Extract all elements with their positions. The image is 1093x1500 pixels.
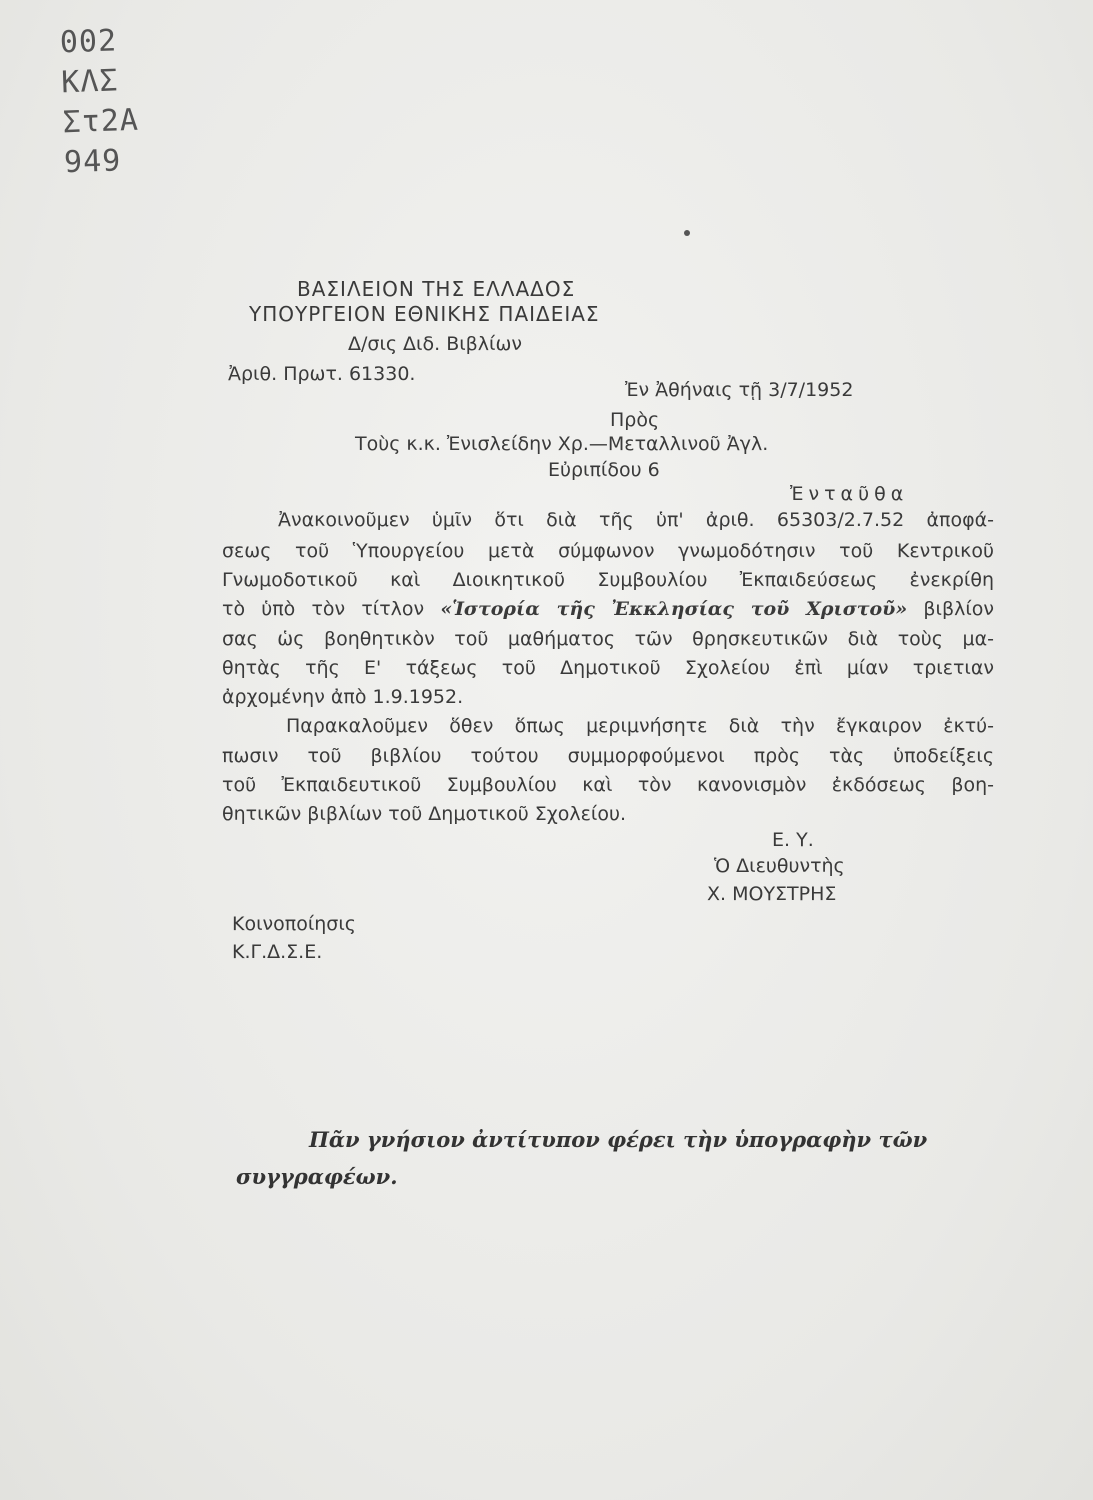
cc-label: Κοινοποίησις <box>232 913 356 935</box>
handwritten-line: 949 <box>63 143 122 181</box>
body-line: σας ὡς βοηθητικὸν τοῦ μαθήματος τῶν θρησκευτικῶν διὰ τοὺς μα- <box>222 628 994 650</box>
body-line: θητὰς τῆς Ε' τάξεως τοῦ Δημοτικοῦ Σχολείου ἐπὶ μίαν τριετιαν <box>222 657 994 679</box>
body-line: τοῦ Ἐκπαιδευτικοῦ Συμβουλίου καὶ τὸν κανονισμὸν ἐκδόσεως βοη- <box>222 774 994 796</box>
cc-recipient: Κ.Γ.Δ.Σ.Ε. <box>232 941 323 963</box>
body-line-with-title <box>222 597 994 621</box>
addressee-place: Ἐνταῦθα <box>790 483 909 505</box>
body-line: Γνωμοδοτικοῦ καὶ Διοικητικοῦ Συμβουλίου Ἐκπαιδεύσεως ἐνεκρίθη <box>222 569 994 591</box>
body-line: ἀρχομένην ἀπὸ 1.9.1952. <box>222 686 464 708</box>
footer-note-line: συγγραφέων. <box>236 1164 398 1189</box>
addressee-pros: Πρὸς <box>610 409 660 431</box>
addressee-street: Εὐριπίδου 6 <box>548 459 660 481</box>
body-line: θητικῶν βιβλίων τοῦ Δημοτικοῦ Σχολείου. <box>222 803 626 825</box>
header-directorate: Δ/σις Διδ. Βιβλίων <box>348 333 522 355</box>
header-ministry: ΥΠΟΥΡΓΕΙΟΝ ΕΘΝΙΚΗΣ ΠΑΙΔΕΙΑΣ <box>249 302 600 326</box>
body-line: Παρακαλοῦμεν ὅθεν ὅπως μεριμνήσητε διὰ τὴν ἔγκαιρον ἐκτύ- <box>286 715 994 737</box>
signature-name: Χ. ΜΟΥΣΤΡΗΣ <box>707 883 837 905</box>
book-title: «Ἱστορία τῆς Ἐκκλησίας τοῦ Χριστοῦ» <box>440 598 908 620</box>
handwritten-line: ΚΛΣ <box>60 63 120 101</box>
protocol-number: Ἀριθ. Πρωτ. 61330. <box>228 363 416 385</box>
ink-dot <box>684 230 690 236</box>
footer-note-line: Πᾶν γνήσιον ἀντίτυπον φέρει τὴν ὑπογραφὴν τῶν <box>309 1127 928 1152</box>
signature-title: Ὁ Διευθυντὴς <box>714 855 845 877</box>
body-line: πωσιν τοῦ βιβλίου τούτου συμμορφούμενοι πρὸς τὰς ὑποδείξεις <box>222 745 994 767</box>
body-text: τὸ ὑπὸ τὸν τίτλον <box>222 598 425 620</box>
body-line: Ἀνακοινοῦμεν ὑμῖν ὅτι διὰ τῆς ὑπ' ἀριθ. 65303/2.7.52 ἀποφά- <box>278 509 994 531</box>
date-line: Ἐν Ἀθήναις τῇ 3/7/1952 <box>625 379 854 401</box>
handwritten-line: 002 <box>59 23 118 61</box>
handwritten-shelfmark <box>59 21 141 184</box>
body-text: βιβλίον <box>923 598 994 620</box>
addressee-names: Τοὺς κ.κ. Ἐνισλείδην Χρ.—Μεταλλινοῦ Ἀγλ. <box>355 433 769 455</box>
body-line: σεως τοῦ Ὑπουργείου μετὰ σύμφωνον γνωμοδότησιν τοῦ Κεντρικοῦ <box>222 540 994 562</box>
handwritten-line: Στ2Α <box>62 102 140 141</box>
header-kingdom: ΒΑΣΙΛΕΙΟΝ ΤΗΣ ΕΛΛΑΔΟΣ <box>297 277 576 301</box>
signature-ey: Ε. Υ. <box>772 829 814 851</box>
